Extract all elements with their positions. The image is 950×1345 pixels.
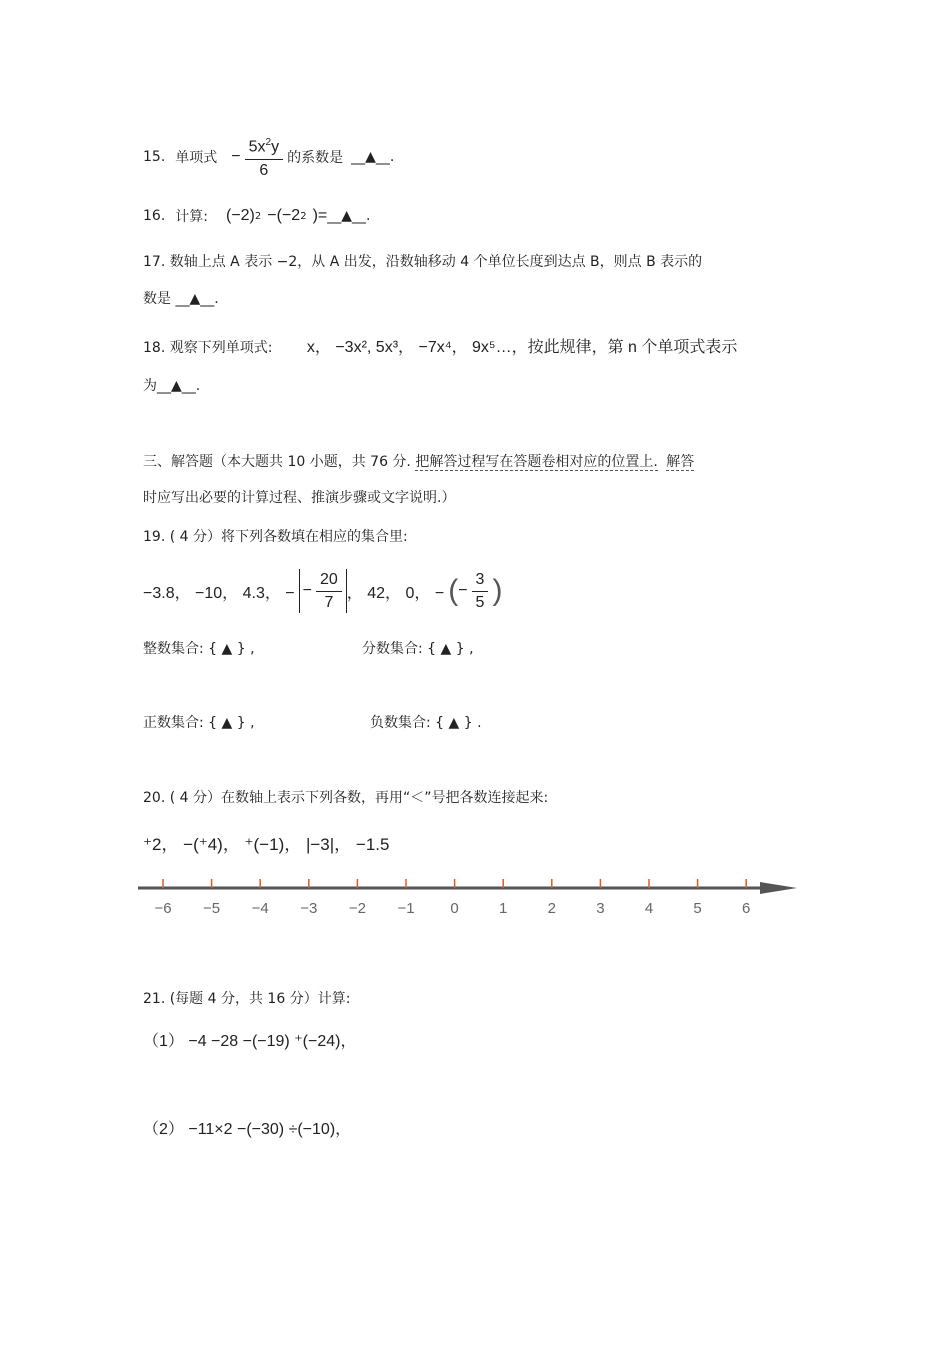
tick-label: 4 bbox=[644, 900, 654, 917]
q19-f1-num: 20 bbox=[316, 570, 342, 592]
q16-number: 16. bbox=[143, 208, 166, 224]
tick-label: −3 bbox=[300, 900, 318, 917]
q15-frac-num-y: y bbox=[271, 138, 280, 156]
q17-line1: 17. 数轴上点 A 表示 −2，从 A 出发，沿数轴移动 4 个单位长度到达点 B，则点 B 表示的 bbox=[143, 254, 703, 270]
q16 bbox=[143, 206, 370, 226]
tick-label: −6 bbox=[154, 900, 172, 917]
paren-right: ) bbox=[492, 574, 503, 607]
q19-fraction-set[interactable]: 分数集合: { ▲ } , bbox=[362, 641, 474, 657]
q15-number: 15. bbox=[143, 149, 166, 165]
q15-frac-num: 5x bbox=[248, 138, 266, 156]
q19-fraction-3-5 bbox=[472, 570, 489, 613]
number-line-arrow bbox=[760, 882, 797, 894]
q16-expr-a: (−2) bbox=[225, 207, 255, 224]
q21-part2: （2） −11×2 −(−30) ÷(−10)， bbox=[143, 1121, 352, 1138]
q19-numbers bbox=[143, 566, 502, 616]
abs-bar-left bbox=[299, 569, 300, 613]
section3-line1-b: 把解答过程写在答题卷相对应的位置上. bbox=[415, 454, 658, 470]
q15-frac-den: 6 bbox=[259, 161, 269, 179]
q19-title: 19. ( 4 分）将下列各数填在相应的集合里: bbox=[143, 529, 408, 545]
q19-positive-set[interactable]: 正数集合: { ▲ } , bbox=[143, 715, 255, 731]
tick-label: 3 bbox=[596, 900, 605, 917]
q16-answer-blank[interactable]: __▲__. bbox=[327, 208, 371, 224]
section3-line2: 时应写出必要的计算过程、推演步骤或文字说明.） bbox=[143, 490, 456, 506]
q17-line2: 数是 __▲__. bbox=[143, 291, 219, 307]
q19-integer-set[interactable]: 整数集合: { ▲ } , bbox=[143, 641, 255, 657]
q19-f2-den: 5 bbox=[475, 593, 485, 611]
number-line bbox=[135, 875, 815, 925]
section3-intro bbox=[143, 451, 694, 471]
q19-negative-set[interactable]: 负数集合: { ▲ } . bbox=[370, 715, 482, 731]
q15-label: 单项式 bbox=[175, 150, 218, 166]
tick-label: 0 bbox=[450, 900, 459, 917]
q16-label: 计算: bbox=[175, 209, 208, 225]
q19-f2-num: 3 bbox=[472, 570, 489, 592]
q15-answer-blank[interactable]: __▲__. bbox=[351, 149, 395, 165]
q15-fraction bbox=[245, 133, 283, 180]
q18 bbox=[143, 334, 737, 357]
q15-after: 的系数是 bbox=[287, 150, 344, 166]
section3-line1-c: 解答 bbox=[666, 454, 695, 470]
tick-label: 1 bbox=[499, 900, 508, 917]
tick-label: 5 bbox=[693, 900, 702, 917]
tick-label: −2 bbox=[348, 900, 366, 917]
q15-exp: 2 bbox=[265, 137, 272, 149]
tick-label: −5 bbox=[203, 900, 221, 917]
q19-fraction-20-7 bbox=[316, 570, 342, 613]
q19-inner-minus: − bbox=[458, 582, 468, 599]
q21-part1: （1） −4 −28 −(−19) ⁺(−24)， bbox=[143, 1033, 357, 1050]
q16-exp-a: 2 bbox=[254, 210, 262, 222]
paren-left: ( bbox=[448, 574, 459, 607]
tick-label: −4 bbox=[251, 900, 269, 917]
q20-numbers: ⁺2， −(⁺4)， ⁺(−1)， |−3|， −1.5 bbox=[143, 835, 390, 854]
q16-end: )= bbox=[312, 207, 328, 224]
q18-line2: 为__▲__. bbox=[143, 378, 201, 394]
q15-minus: − bbox=[231, 148, 241, 165]
q19-abs-minus: − bbox=[302, 582, 312, 599]
q16-mid: −(−2 bbox=[267, 207, 301, 224]
q20-title: 20. ( 4 分）在数轴上表示下列各数，再用“＜”号把各数连接起来: bbox=[143, 790, 549, 806]
q19-numbers-part2: ， 42， 0， − bbox=[346, 584, 445, 602]
tick-label: −1 bbox=[397, 900, 415, 917]
tick-label: 2 bbox=[547, 900, 556, 917]
q16-exp-b: 2 bbox=[300, 210, 307, 222]
q19-f1-den: 7 bbox=[324, 593, 334, 611]
section3-line1-a: 三、解答题（本大题共 10 小题，共 76 分. bbox=[143, 454, 411, 470]
q19-numbers-part1: −3.8， −10， 4.3， − bbox=[143, 584, 295, 602]
q15 bbox=[143, 132, 394, 182]
q21-title: 21. (每题 4 分，共 16 分）计算: bbox=[143, 991, 351, 1007]
tick-label: 6 bbox=[742, 900, 751, 917]
q18-label: 18. 观察下列单项式: bbox=[143, 340, 273, 356]
q18-sequence: x， −3x², 5x³， −7x⁴， 9x⁵…，按此规律，第 n 个单项式表示 bbox=[306, 339, 738, 356]
